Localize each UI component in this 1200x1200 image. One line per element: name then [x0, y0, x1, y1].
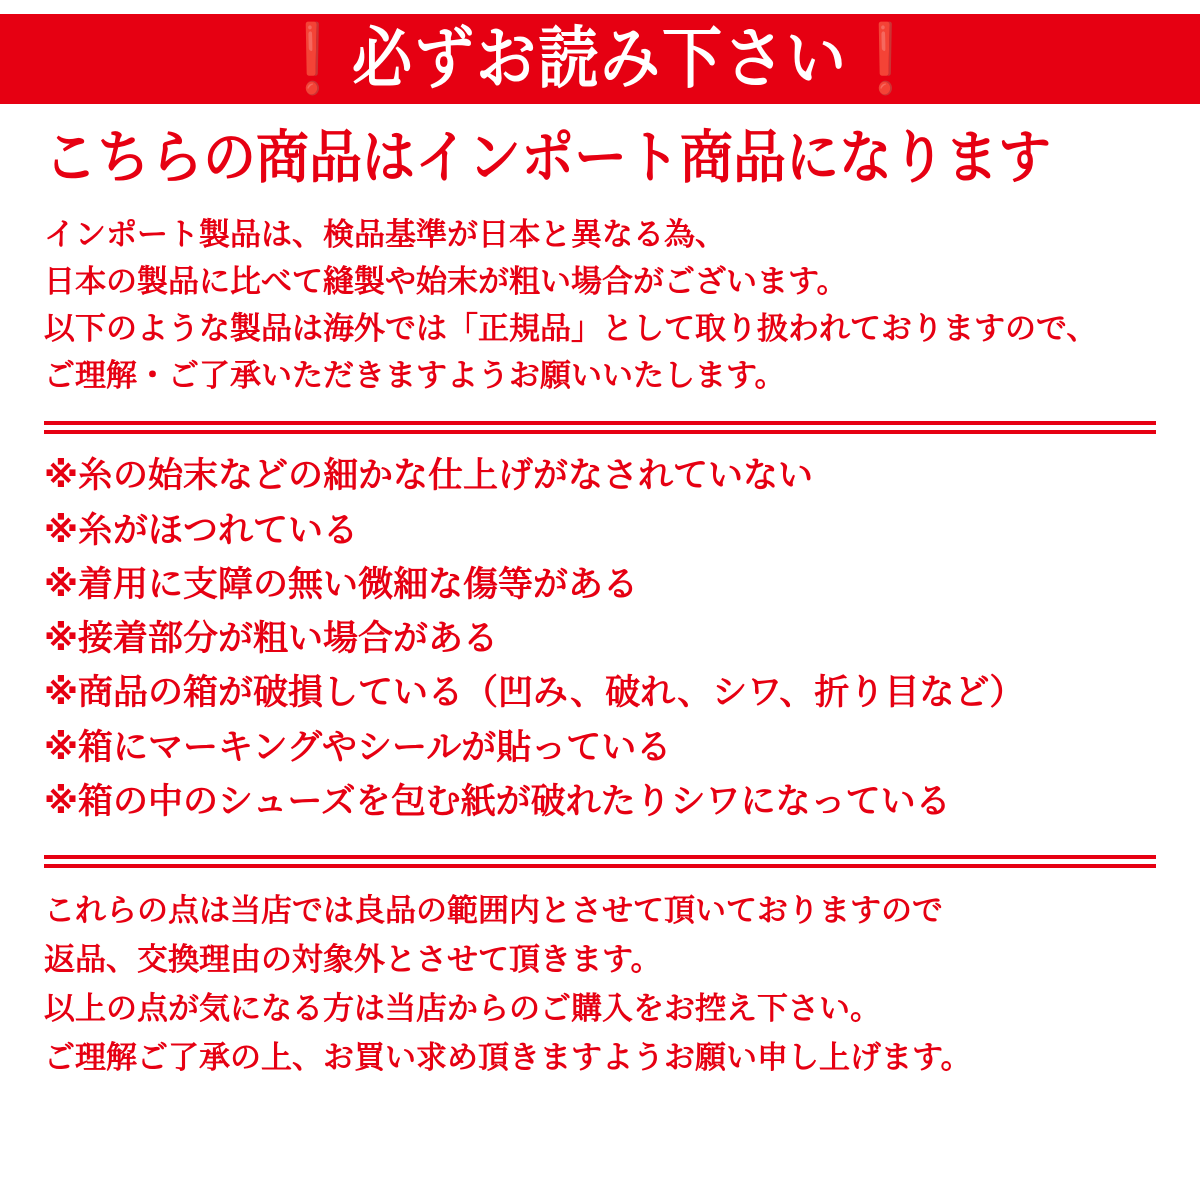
intro-line: インポート製品は、検品基準が日本と異なる為、	[44, 216, 726, 252]
condition-list	[44, 449, 1156, 829]
intro-line: 以下のような製品は海外では「正規品」として取り扱われておりますので、	[44, 311, 1098, 347]
page-title: こちらの商品はインポート商品になります	[44, 126, 1051, 190]
divider-lower	[44, 855, 1156, 865]
outro-line: 返品、交換理由の対象外とさせて頂きます。	[44, 942, 662, 978]
outro-line: これらの点は当店では良品の範囲内とさせて頂いておりますので	[44, 893, 943, 929]
list-item: ※商品の箱が破損している（凹み、破れ、シワ、折り目など）	[44, 673, 1025, 713]
list-item: ※箱にマーキングやシールが貼っている	[44, 727, 672, 767]
intro-paragraph	[44, 211, 1156, 399]
outro-paragraph	[44, 887, 1156, 1083]
outro-line: 以上の点が気になる方は当店からのご購入をお控え下さい。	[44, 991, 881, 1027]
divider-upper	[44, 421, 1156, 431]
notice-content	[44, 118, 1156, 1083]
list-item: ※接着部分が粗い場合がある	[44, 619, 499, 659]
list-item: ※着用に支障の無い微細な傷等がある	[44, 564, 639, 604]
outro-line: ご理解ご了承の上、お買い求め頂きますようお願い申し上げます。	[44, 1040, 972, 1076]
intro-line: 日本の製品に比べて縫製や始末が粗い場合がございます。	[44, 264, 848, 300]
notice-banner	[0, 14, 1200, 104]
list-item: ※糸の始末などの細かな仕上げがなされていない	[44, 456, 814, 496]
banner-title: ❗必ずお読み下さい❗	[275, 20, 925, 96]
intro-line: ご理解・ご了承いただきますようお願いいたします。	[44, 358, 786, 394]
list-item: ※糸がほつれている	[44, 510, 359, 550]
list-item: ※箱の中のシューズを包む紙が破れたりシワになっている	[44, 781, 951, 821]
